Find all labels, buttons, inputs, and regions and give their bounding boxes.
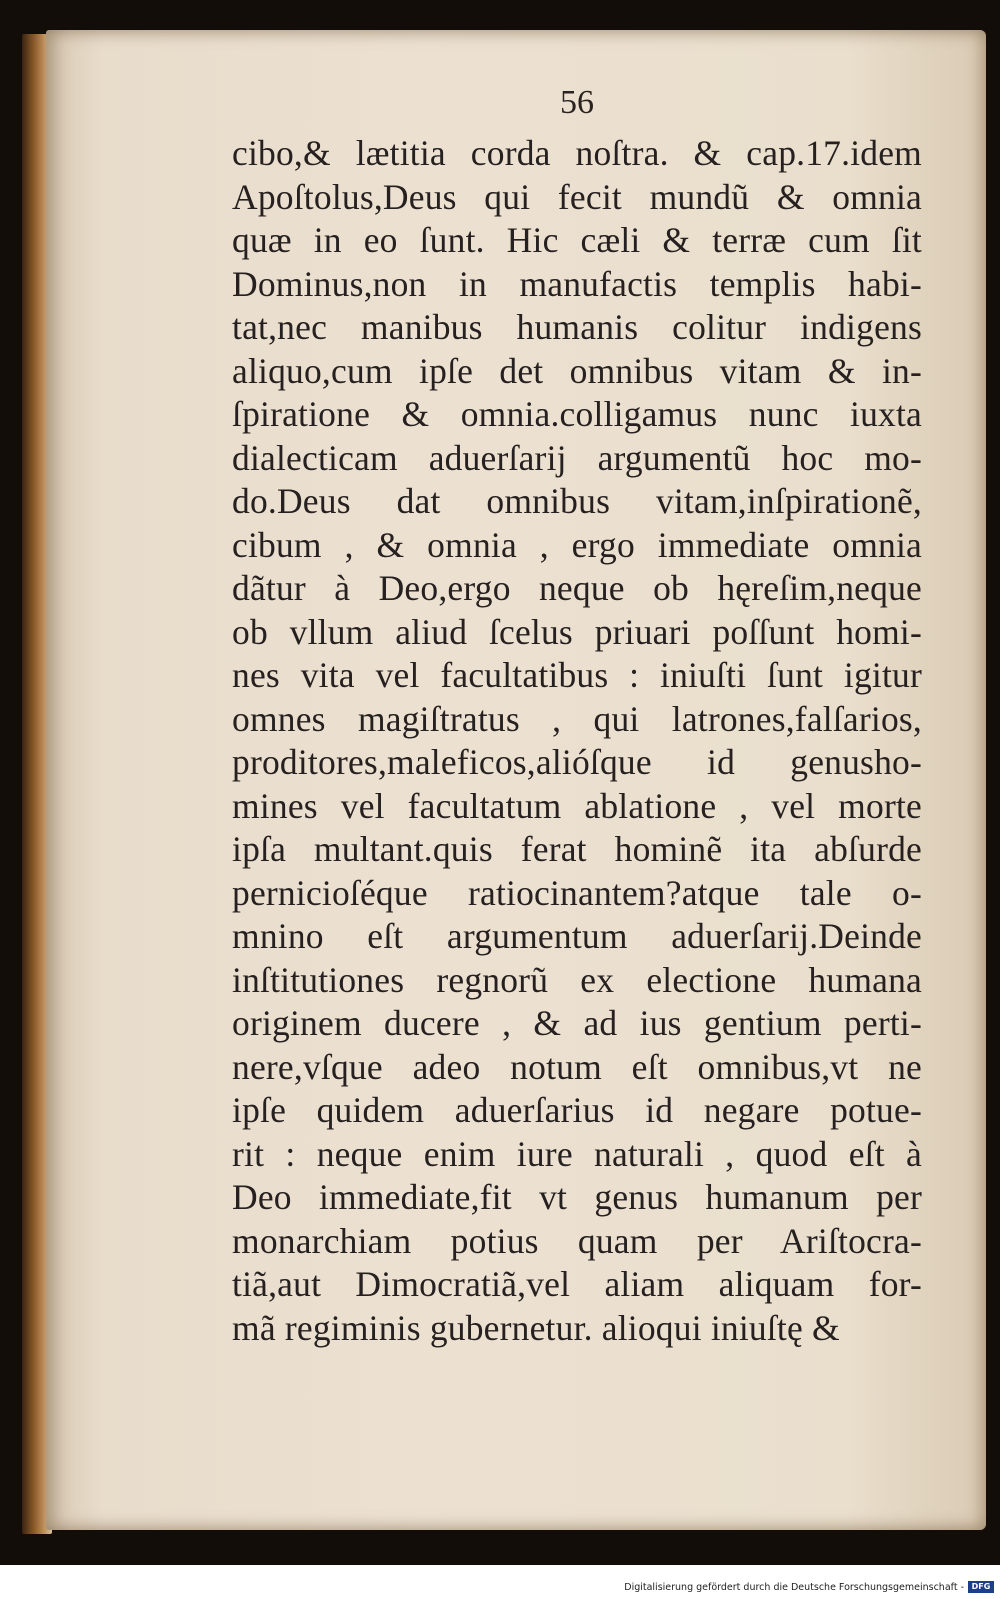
text-line: mines vel facultatum ablatione , vel morte [232,785,922,826]
text-line: Apoſtolus,Deus qui fecit mundũ & omnia [232,176,922,217]
page-number: 56 [560,84,594,121]
text-line: cibo,& lætitia corda noſtra. & cap.17.idem [232,133,922,173]
text-line: do.Deus dat omnibus vitam,inſpirationẽ, [232,481,922,521]
text-line: Deo immediate,fit vt genus humanum per [232,1177,922,1217]
text-line: monarchiam potius quam per Ariſtocra- [232,1220,922,1261]
text-line: cibum , & omnia , ergo immediate omnia [232,524,922,565]
text-line: Dominus,non in manufactis templis habi- [232,263,922,304]
text-line: inſtitutiones regnorũ ex electione humana [232,959,922,1000]
text-line: proditores,maleficos,alióſque id genusho- [232,742,922,782]
text-line: originem ducere , & ad ius gentium perti- [232,1003,922,1043]
text-line: ſpiratione & omnia.colligamus nunc iuxta [232,394,922,434]
text-line: quæ in eo ſunt. Hic cæli & terræ cum ſit [232,220,922,260]
text-line: ob vllum aliud ſcelus priuari poſſunt homi- [232,611,922,652]
text-line: aliquo,cum ipſe det omnibus vitam & in- [232,350,922,391]
dfg-logo-icon: DFG [968,1581,994,1593]
text-line: omnes magiſtratus , qui latrones,falſarios, [232,698,922,739]
text-line: rit : neque enim iure naturali , quod eſt à [232,1133,922,1174]
text-line: dialecticam aduerſarij argumentũ hoc mo- [232,437,922,478]
text-line: tiã,aut Dimocratiã,vel aliam aliquam for- [232,1264,922,1304]
text-line: pernicioſéque ratiocinantem?atque tale o- [232,872,922,913]
text-line: ipſe quidem aduerſarius id negare potue- [232,1090,922,1130]
text-line: mnino eſt argumentum aduerſarij.Deinde [232,916,922,956]
text-line: nes vita vel facultatibus : iniuſti ſunt igitur [232,655,922,695]
text-line: tat,nec manibus humanis colitur indigens [232,307,922,347]
text-line: ipſa multant.quis ferat hominẽ ita abſurde [232,829,922,869]
funding-credit: Digitalisierung gefördert durch die Deutsche Forschungsgemeinschaft - [624,1582,964,1593]
text-line: nere,vſque adeo notum eſt omnibus,vt ne [232,1046,922,1087]
text-line: mã regiminis gubernetur. alioqui iniuſtę & [232,1307,840,1348]
page-text [232,132,922,1350]
text-line: dãtur à Deo,ergo neque ob hęreſim,neque [232,568,922,608]
